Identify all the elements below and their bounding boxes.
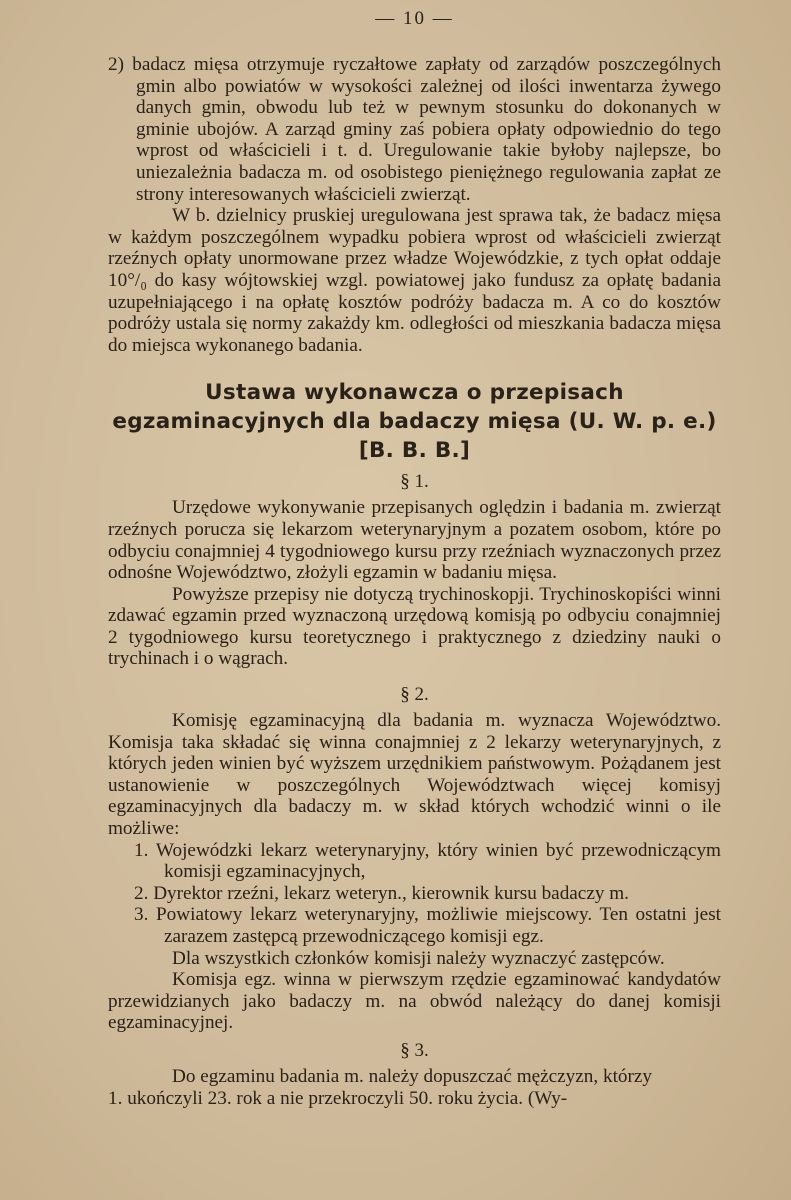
- section-3-paragraph-1: Do egzaminu badania m. należy dopuszczać mężczyzn, którzy: [172, 1065, 652, 1087]
- section-2-paragraph-1: Komisję egzaminacyjną dla badania m. wyznacza Województwo. Komisja taka składać się winna conajmniej z 2 lekarzy weterynaryjnych, z których jeden winien być wyższem urzędnikiem państwowym. Pożądanem jest ustanowienie w poszczególnych Województwach więcej komisyj egzaminacyjnych dla badaczy m. w skład których wchodzić winni o ile możliwe:: [108, 710, 721, 840]
- list-item: 2. Dyrektor rzeźni, lekarz weteryn., kierownik kursu badaczy m.: [134, 882, 629, 904]
- section-1-paragraph-1: Urzędowe wykonywanie przepisanych oględzin i badania m. zwierząt rzeźnych porucza się lekarzom weterynaryjnym a pozatem osobom, które po odbyciu conajmniej 4 tygodniowego kursu przy rzeźniach wyznaczonych przez odnośne Województwo, złożyli egzamin w badaniu mięsa.: [108, 497, 721, 584]
- section-2-paragraph-2: Dla wszystkich członków komisji należy wyznaczyć zastępców.: [172, 947, 665, 969]
- prussian-district-paragraph: W b. dzielnicy pruskiej uregulowana jest sprawa tak, że badacz mięsa w każdym poszczególnem wypadku pobiera wprost od właścicieli zwierząt rzeźnych opłaty unormowane przez władze Wojewódzkie, z tych opłat oddaje 10°/₀ do kasy wójtowskiej wzgl. powiatowej jako fundusz za opłatę badania uzupełniającego i na opłatę kosztów podróży badacza m. A co do kosztów podróży ustala się normy zakażdy km. odległości od mieszkania badacza mięsa do miejsca wykonanego badania.: [108, 205, 721, 356]
- page-number: — 10 —: [375, 8, 454, 29]
- section-1-heading: § 1.: [400, 471, 429, 493]
- section-1-paragraph-2: Powyższe przepisy nie dotyczą trychinoskopji. Trychinoskopiści winni zdawać egzamin przed wyznaczoną urzędową komisją po odbyciu conajmniej 2 tygodniowego kursu teoretycznego i praktycznego z dziedziny nauki o trychinach i o wągrach.: [108, 583, 721, 670]
- section-3-heading: § 3.: [400, 1039, 429, 1061]
- section-2-heading: § 2.: [400, 684, 429, 706]
- list-item: 1. Wojewódzki lekarz weterynaryjny, który winien być przewodniczącym komisji egzaminacyjnych,: [134, 839, 721, 883]
- section-3-item-1: 1. ukończyli 23. rok a nie przekroczyli 50. roku życia. (Wy-: [108, 1087, 568, 1109]
- section-2-paragraph-3: Komisja egz. winna w pierwszym rzędzie egzaminować kandydatów przewidzianych jako badaczy m. na obwód należący do danej komisji egzaminacyjnej.: [108, 969, 721, 1034]
- list-item: 3. Powiatowy lekarz weterynaryjny, możliwie miejscowy. Ten ostatni jest zarazem zastępcą przewodniczącego komisji egz.: [134, 904, 721, 947]
- item-2-paragraph: 2) badacz mięsa otrzymuje ryczałtowe zapłaty od zarządów poszczególnych gmin albo powiatów w wysokości zależnej od ilości inwentarza żywego danych gmin, obwodu lub też w pewnym stosunku do dokonanych w gminie ubojów. A zarząd gminy zaś pobiera opłaty odpowiednio do tego wprost od właścicieli i t. d. Uregulowanie takie byłoby najlepsze, bo uniezależnia badacza m. od osobistego pieniężnego regulowania zapłat ze strony interesowanych właścicieli zwierząt.: [108, 54, 721, 205]
- section-title: Ustawa wykonawcza o przepisach egzaminacyjnych dla badaczy mięsa (U. W. p. e.) [B. B. B.]: [112, 380, 717, 464]
